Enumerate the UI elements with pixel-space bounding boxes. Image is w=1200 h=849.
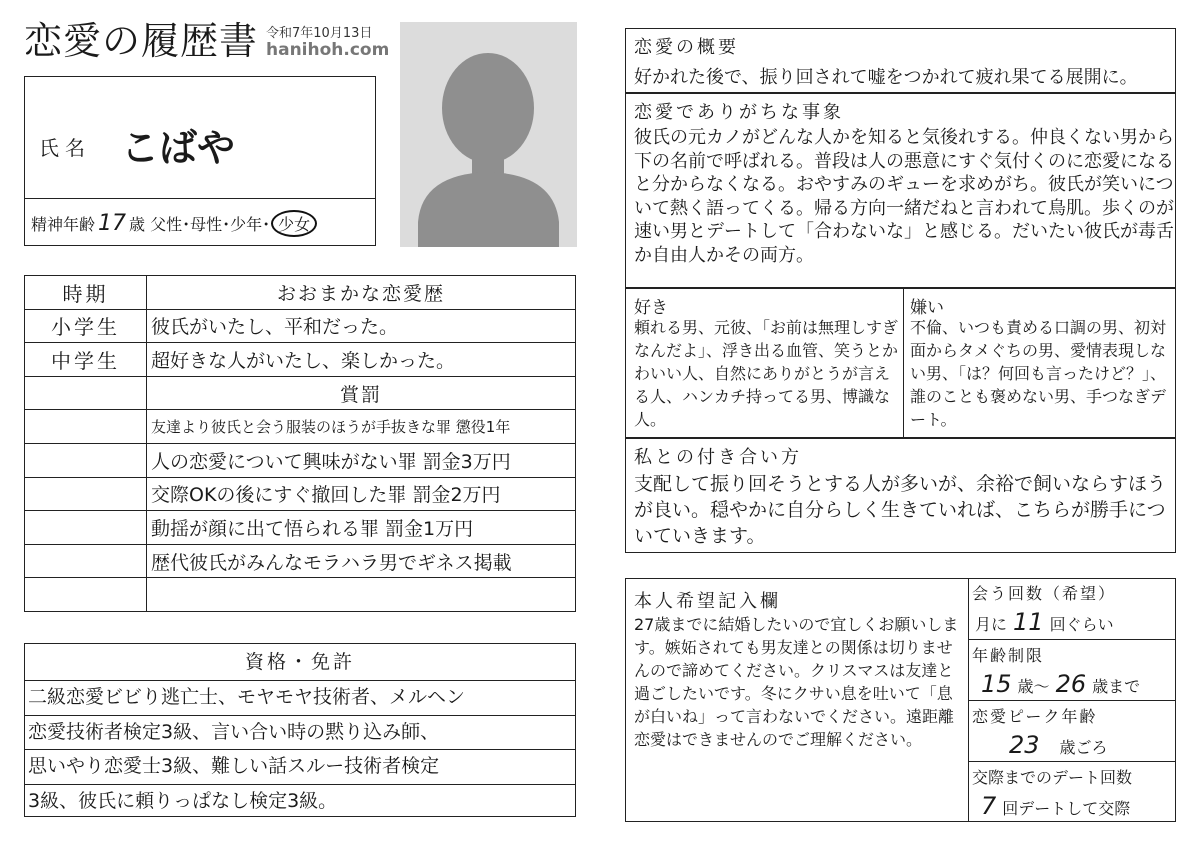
history-cell: 彼氏がいたし、平和だった。 — [147, 309, 576, 343]
name-value: こばや — [121, 126, 236, 170]
wish-text: 27歳までに結婚したいので宜しくお願いします。嫉妬されても男友達との関係は切りませんので諦めてください。クリスマスは友達と過ごしたいです。冬にクサい息を吐いて「息が白いね」って言わないでください。遠距離恋愛はできませんのでご理解ください。 — [634, 615, 959, 749]
date-count-label: 交際までのデート回数 — [972, 767, 1133, 787]
age-max: 26 — [1055, 669, 1087, 698]
likes-dislikes-box — [625, 288, 1176, 438]
mental-age-line — [31, 210, 317, 237]
date-suffix: 回デートして交際 — [1002, 798, 1131, 818]
license-line: 3級、彼氏に頼りっぱなし検定3級。 — [25, 784, 575, 819]
table-row — [25, 410, 576, 444]
peak-age-cell — [969, 700, 1176, 761]
peak-age-label: 恋愛ピーク年齢 — [972, 706, 1098, 726]
meet-frequency-cell — [969, 578, 1176, 639]
trait-options: 父性･母性･少年･ — [150, 215, 271, 234]
period-cell — [25, 443, 147, 477]
period-cell: 小学生 — [25, 309, 147, 343]
date-count-value — [975, 792, 1130, 820]
table-row — [25, 343, 576, 377]
period-cell — [25, 578, 147, 612]
table-row — [25, 376, 576, 410]
dislikes-title: 嫌い — [910, 298, 944, 318]
peak-suffix: 歳ごろ — [1059, 737, 1108, 757]
date-number: 7 — [981, 791, 997, 820]
profile-photo — [400, 22, 577, 247]
license-line: 恋愛技術者検定3級、言い合い時の黙り込み師、 — [25, 715, 575, 750]
wish-title: 本人希望記入欄 — [634, 591, 781, 612]
award-cell: 人の恋愛について興味がない罪 罰金3万円 — [147, 443, 576, 477]
meet-suffix: 回ぐらい — [1049, 614, 1114, 634]
date-count-cell — [969, 761, 1176, 823]
likes-title: 好き — [634, 298, 668, 318]
history-table — [24, 275, 576, 612]
dislikes-text: 不倫、いつも責める口調の男、初対面からタメぐちの男、愛情表現しない男、「は？何回も言ったけど？」、誰のことも褒めない男、手つなぎデート。 — [910, 318, 1167, 429]
age-limit-cell — [969, 639, 1176, 700]
table-row — [25, 578, 576, 612]
award-cell: 歴代彼氏がみんなモラハラ男でギネス掲載 — [147, 544, 576, 578]
name-card — [24, 76, 376, 246]
col-history-header: おおまかな恋愛歴 — [147, 276, 576, 310]
wish-box — [625, 578, 1176, 822]
dealing-title: 私との付き合い方 — [634, 447, 802, 468]
events-box — [625, 93, 1176, 288]
table-row — [25, 544, 576, 578]
period-cell — [25, 511, 147, 545]
document-date: 令和7年10月13日 — [266, 26, 373, 41]
trait-selected: 少女 — [271, 210, 317, 237]
licenses-title: 資格・免許 — [244, 651, 355, 673]
dealing-box — [625, 438, 1176, 553]
name-divider — [25, 198, 375, 199]
award-cell: 動揺が顔に出て悟られる罪 罰金1万円 — [147, 511, 576, 545]
meet-frequency-label: 会う回数（希望） — [972, 583, 1117, 603]
table-row — [25, 443, 576, 477]
document-title: 恋愛の履歴書 — [24, 19, 259, 63]
age-prefix: 精神年齢 — [31, 215, 96, 234]
age-value: 17 — [98, 211, 127, 236]
license-line: 二級恋愛ビビり逃亡士、モヤモヤ技術者、メルヘン — [25, 680, 575, 715]
period-cell — [25, 544, 147, 578]
col-period-header: 時期 — [25, 276, 147, 310]
meet-number: 11 — [1013, 607, 1044, 636]
age-suffix: 歳まで — [1092, 676, 1141, 696]
table-row — [25, 309, 576, 343]
events-text: 彼氏の元カノがどんな人かを知ると気後れする。仲良くない男から下の名前で呼ばれる。普段は人の悪意にすぐ気付くのに恋愛になると分からなくなる。おやすみのギューを求めがち。彼氏が笑いについて熱く語ってくる。帰る方向一緒だねと言われて鳥肌。歩くのが速い男とデートして「合わないな」と感じる。だいたい彼氏が毒舌か自由人かその両方。 — [634, 127, 1174, 266]
person-silhouette-icon — [400, 22, 577, 247]
dealing-text: 支配して振り回そうとする人が多いが、余裕で飼いならすほうが良い。穏やかに自分らしく生きていれば、こちらが勝手についていきます。 — [634, 473, 1167, 547]
period-cell — [25, 376, 147, 410]
table-row — [25, 511, 576, 545]
award-cell: 交際OKの後にすぐ撤回した罪 罰金2万円 — [147, 477, 576, 511]
likes-divider — [903, 289, 904, 437]
events-title: 恋愛でありがちな事象 — [634, 102, 844, 123]
meet-frequency-value — [975, 608, 1114, 636]
period-cell: 中学生 — [25, 343, 147, 377]
age-mid: 歳～ — [1017, 676, 1050, 696]
table-row — [25, 276, 576, 310]
history-cell: 超好きな人がいたし、楽しかった。 — [147, 343, 576, 377]
award-cell: 友達より彼氏と会う服装のほうが手抜きな罪 懲役1年 — [147, 410, 576, 444]
period-cell — [25, 477, 147, 511]
peak-age-value — [1003, 731, 1108, 759]
awards-header: 賞罰 — [147, 376, 576, 410]
summary-title: 恋愛の概要 — [634, 37, 739, 58]
table-row — [25, 477, 576, 511]
age-min: 15 — [981, 669, 1012, 698]
age-limit-label: 年齢制限 — [972, 645, 1045, 665]
license-line: 思いやり恋愛士3級、難しい話スルー技術者検定 — [25, 749, 575, 784]
meet-prefix: 月に — [975, 614, 1008, 634]
site-name: hanihoh.com — [266, 40, 390, 60]
summary-text: 好かれた後で、振り回されて嘘をつかれて疲れ果てる展開に。 — [634, 67, 1138, 88]
age-unit: 歳 — [129, 215, 146, 234]
history-cell — [147, 578, 576, 612]
peak-number: 23 — [1009, 730, 1040, 759]
name-label: 氏名 — [39, 136, 91, 160]
licenses-box — [24, 643, 576, 817]
period-cell — [25, 410, 147, 444]
summary-box — [625, 28, 1176, 93]
likes-text: 頼れる男、元彼、「お前は無理しすぎなんだよ」、浮き出る血管、笑うとかわいい人、自然にありがとうが言える人、ハンカチ持ってる男、博識な人。 — [634, 318, 899, 429]
age-limit-value — [975, 670, 1140, 698]
